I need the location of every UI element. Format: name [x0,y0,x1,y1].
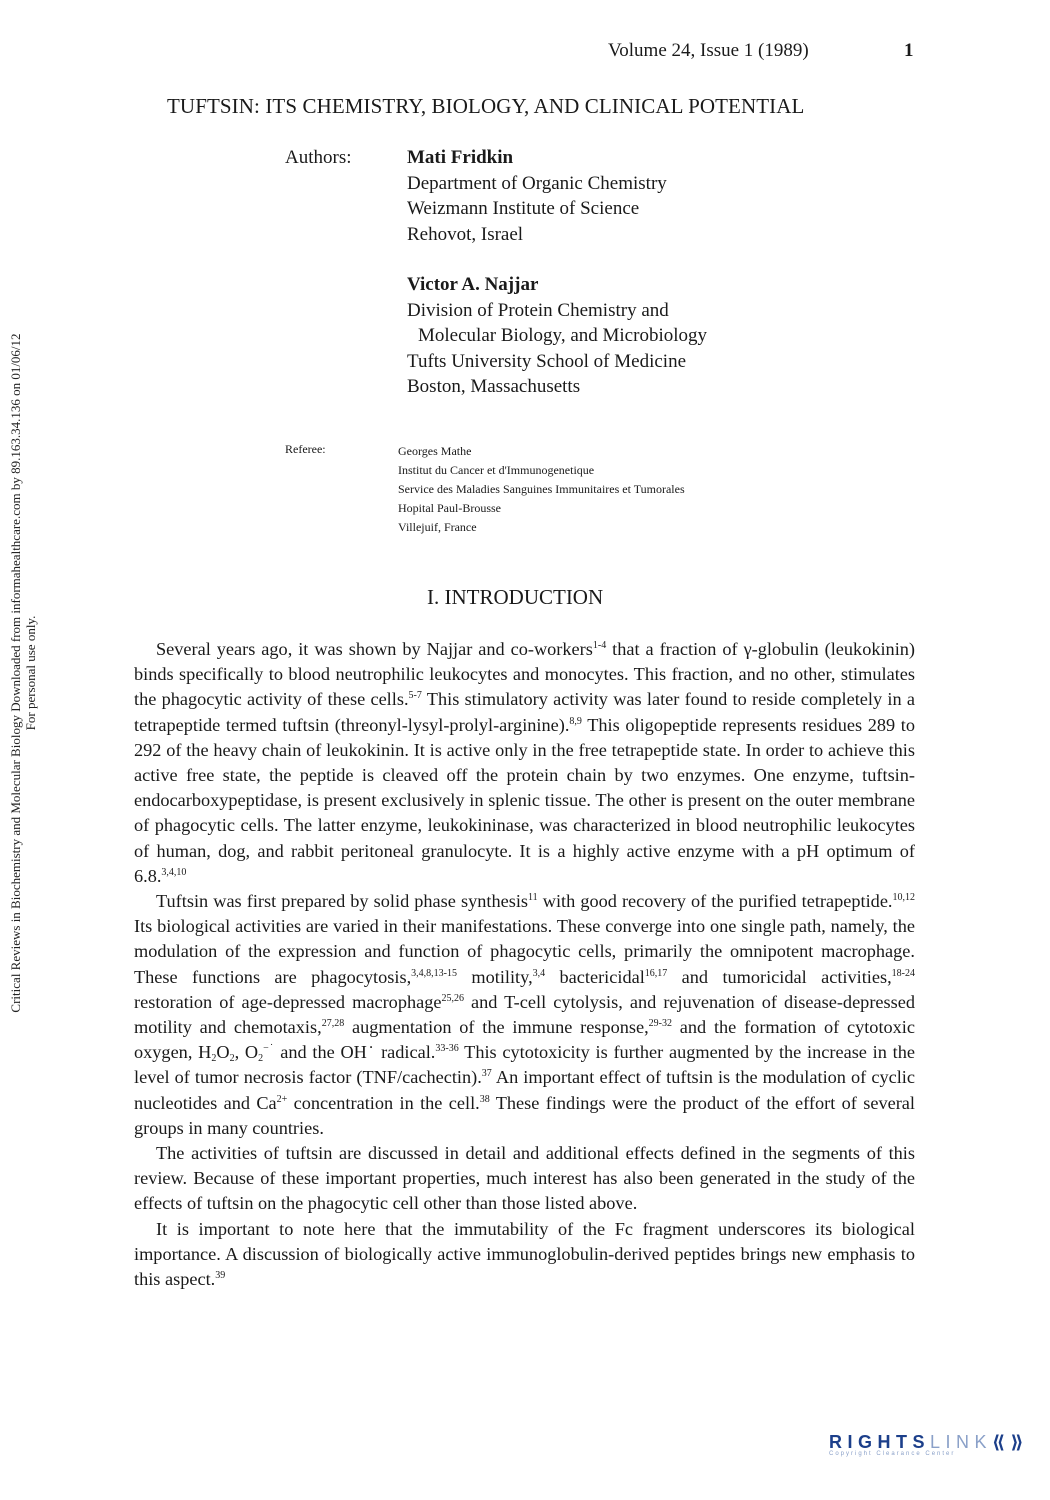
logo-dark-text: RIGHTS [829,1432,931,1452]
text-run: Tuftsin was first prepared by solid phase synthesis [156,891,529,912]
text-run: This stimulatory activity was later found to reside completely in a tetrapeptide termed tuftsin (threonyl-lysyl-prolyl-arginine). [134,689,915,735]
subscript: 2 [258,1053,264,1065]
reference-superscript: 3,4,8,13-15 [411,967,457,979]
author-affiliation-line: Tufts University School of Medicine [407,350,687,372]
link-symbol-icon: ⟪⟫ [992,1432,1029,1452]
subscript: 2 [211,1053,217,1065]
article-title: TUFTSIN: ITS CHEMISTRY, BIOLOGY, AND CLINICAL POTENTIAL [167,94,805,118]
referee-line: Villejuif, France [398,520,477,534]
author-affiliation-line: Weizmann Institute of Science [407,198,640,219]
author-name: Victor A. Najjar [407,274,539,295]
subscript: 2 [229,1053,235,1065]
reference-superscript: 3,4,10 [161,866,187,878]
reference-superscript: 11 [528,892,538,904]
author-affiliation-line: Rehovot, Israel [407,223,524,245]
text-run: , O [234,1042,259,1063]
download-notice-line: Critical Reviews in Biochemistry and Molecular Biology Downloaded from informahealthcare.com by 89.163.34.136 on 01/06/12 [8,333,23,1013]
paragraph [134,1217,915,1293]
referee-line: Service des Maladies Sanguines Immunitaires et Tumorales [398,482,685,496]
reference-superscript: 10,12 [892,892,915,904]
referee-entry [398,442,685,537]
reference-superscript: 2+ [276,1093,288,1105]
text-run: concentration in the cell. [287,1092,480,1113]
referee-line: Hopital Paul-Brousse [398,501,501,515]
referee-label: Referee: [285,442,326,456]
text-run: with good recovery of the purified tetrapeptide. [537,891,893,912]
text-run: The activities of tuftsin are discussed in detail and additional effects defined in the segments of this review. Because of these important properties, much interest has also been generated in the study of the effects of tuftsin on the phagocytic cell other than those listed above. [134,1143,915,1214]
reference-superscript: 33-36 [435,1043,459,1055]
logo-wordmark [829,1432,1029,1453]
text-run: and T-cell cytolysis, and rejuvenation of disease-depressed motility and chemotaxis, [134,991,916,1038]
reference-superscript: 18-24 [891,967,915,979]
body-text [134,637,915,1292]
reference-superscript: 38 [479,1093,490,1105]
text-run: and the OH˙ radical. [274,1042,436,1063]
text-run: This cytotoxicity is further augmented by the increase in the level of tumor necrosis factor (TNF/cachectin). [134,1042,915,1088]
text-run: and the formation of cytotoxic oxygen, H [134,1017,916,1063]
paragraph [134,1141,915,1217]
text-run: O [216,1042,230,1063]
text-run: bactericidal [545,966,645,987]
text-run: Its biological activities are varied in their manifestations. These converge into one single path, namely, the modulation of the expression and function of phagocytic cells, primarily the omnipotent macrophage. These functions are phagocytosis, [134,916,915,987]
author-entry [407,145,667,247]
referee-line: Institut du Cancer et d'Immunogenetique [398,463,595,477]
text-run: motility, [457,966,533,987]
reference-superscript: 16,17 [644,967,668,979]
author-name: Mati Fridkin [407,147,514,168]
text-run: that a fraction of γ-globulin (leukokinin) binds specifically to blood neutrophilic leukocytes and monocytes. This fraction, and no other, stimulates the phagocytic activity of these cells. [134,639,916,710]
authors-label: Authors: [285,147,352,168]
text-run: These findings were the product of the effort of several groups in many countries. [134,1092,915,1138]
text-run: Several years ago, it was shown by Najjar and co-workers [156,639,593,659]
reference-superscript: 5-7 [408,690,422,702]
paragraph [134,637,915,889]
reference-superscript: 29-32 [648,1018,672,1030]
reference-superscript: −˙ [263,1043,275,1055]
text-run: and tumoricidal activities, [667,966,892,987]
volume-issue: Volume 24, Issue 1 (1989) [608,40,809,61]
author-entry [407,272,707,400]
text-run: This oligopeptide represents residues 289 to 292 of the heavy chain of leukokinin. It is active only in the free tetrapeptide state. In order to achieve this active free state, the peptide is cleaved off the protein chain by two enzymes. One enzyme, tuftsin-endocarboxypeptidase, is present exclusively in splenic tissue. The other is present on the outer membrane of phagocytic cells. The latter enzyme, leukokininase, was characterized in blood neutrophilic leukocytes of human, dog, and rabbit peritoneal granulocyte. It is a highly active enzyme with a pH optimum of 6.8. [134,714,915,886]
referee-line: Georges Mathe [398,444,472,458]
logo-light-text: LINK [930,1432,993,1452]
rightslink-logo[interactable] [829,1432,1029,1457]
paragraph [134,889,915,1141]
author-affiliation-line: Department of Organic Chemistry [407,172,667,194]
author-affiliation-line: Molecular Biology, and Microbiology [418,325,707,346]
reference-superscript: 3,4 [532,967,546,979]
text-run: An important effect of tuftsin is the modulation of cyclic nucleotides and Ca [134,1067,915,1113]
reference-superscript: 8,9 [569,715,582,727]
reference-superscript: 27,28 [321,1018,345,1030]
text-run: restoration of age-depressed macrophage [134,991,442,1012]
logo-subtitle: Copyright Clearance Center [829,1451,956,1457]
reference-superscript: 37 [481,1068,492,1080]
text-run: augmentation of the immune response, [344,1017,649,1038]
author-affiliation-line: Division of Protein Chemistry and [407,299,669,321]
text-run: It is important to note here that the immutability of the Fc fragment underscores its biological importance. A discussion of biologically active immunoglobulin-derived peptides brings new emphasis to this aspect. [134,1218,915,1290]
reference-superscript: 1-4 [592,640,607,651]
reference-superscript: 39 [215,1270,226,1282]
author-affiliation-line: Boston, Massachusetts [407,376,581,397]
download-notice [8,238,38,1108]
download-notice-line: For personal use only. [23,615,38,731]
page-number: 1 [904,40,914,61]
reference-superscript: 25,26 [441,992,464,1004]
section-heading: I. INTRODUCTION [427,585,604,609]
